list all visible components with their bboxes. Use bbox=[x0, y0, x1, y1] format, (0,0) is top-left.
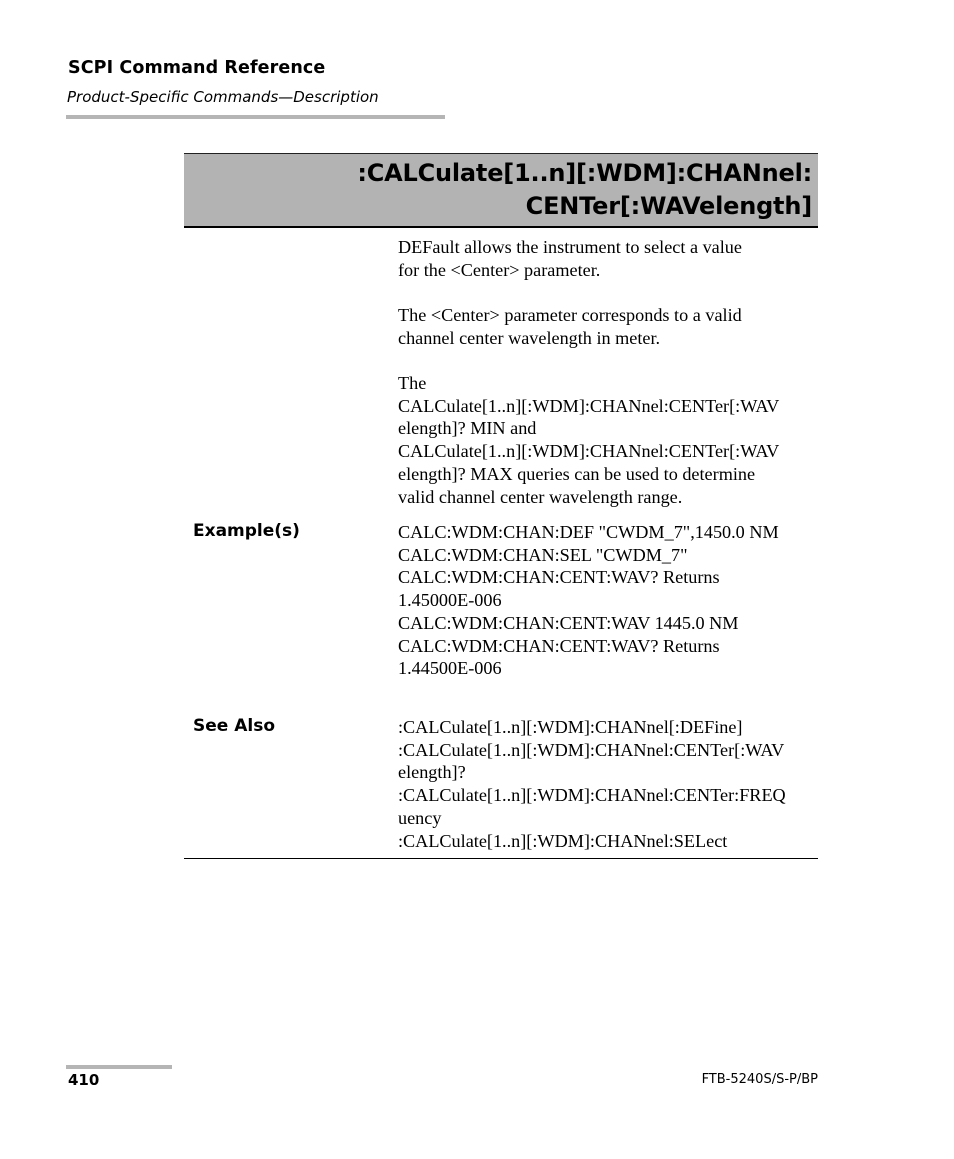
command-title-line-2: CENTer[:WAVelength] bbox=[525, 192, 812, 220]
examples-block bbox=[398, 521, 818, 680]
command-title bbox=[357, 157, 812, 223]
description-line: valid channel center wavelength range. bbox=[398, 486, 683, 507]
command-title-banner bbox=[184, 153, 818, 228]
description-line: CALCulate[1..n][:WDM]:CHANnel:CENTer[:WAV bbox=[398, 395, 780, 416]
product-name: FTB-5240S/S-P/BP bbox=[701, 1072, 818, 1087]
footer-divider bbox=[66, 1065, 172, 1069]
running-header-subtitle: Product-Specific Commands—Description bbox=[67, 88, 379, 106]
see-also-label: See Also bbox=[193, 716, 276, 736]
description-line: CALCulate[1..n][:WDM]:CHANnel:CENTer[:WAV bbox=[398, 441, 780, 462]
see-also-block bbox=[398, 716, 818, 852]
description-line: The bbox=[398, 373, 427, 393]
see-also-line: :CALCulate[1..n][:WDM]:CHANnel:CENTer:FREQ bbox=[398, 785, 786, 806]
example-line: CALC:WDM:CHAN:SEL "CWDM_7" bbox=[398, 544, 688, 565]
table-bottom-rule bbox=[184, 858, 818, 859]
see-also-line: uency bbox=[398, 807, 442, 828]
description-paragraph-3 bbox=[398, 372, 818, 508]
see-also-line: :CALCulate[1..n][:WDM]:CHANnel[:DEFine] bbox=[398, 717, 743, 737]
description-line: The <Center> parameter corresponds to a valid bbox=[398, 305, 742, 325]
example-line: CALC:WDM:CHAN:CENT:WAV 1445.0 NM bbox=[398, 612, 739, 633]
description-line: elength]? MAX queries can be used to determine bbox=[398, 463, 756, 484]
example-line: 1.44500E-006 bbox=[398, 658, 502, 679]
example-line: 1.45000E-006 bbox=[398, 590, 502, 611]
header-divider bbox=[66, 115, 445, 119]
description-line: DEFault allows the instrument to select a value bbox=[398, 237, 742, 257]
description-line: for the <Center> parameter. bbox=[398, 259, 601, 280]
description-line: channel center wavelength in meter. bbox=[398, 327, 661, 348]
description-paragraph-2 bbox=[398, 304, 818, 349]
description-paragraph-1 bbox=[398, 236, 818, 281]
running-header-title: SCPI Command Reference bbox=[68, 58, 326, 78]
see-also-line: elength]? bbox=[398, 762, 466, 783]
page-number: 410 bbox=[68, 1071, 100, 1089]
example-line: CALC:WDM:CHAN:CENT:WAV? Returns bbox=[398, 635, 720, 656]
command-title-line-1: :CALCulate[1..n][:WDM]:CHANnel: bbox=[357, 159, 812, 187]
see-also-line: :CALCulate[1..n][:WDM]:CHANnel:SELect bbox=[398, 830, 728, 851]
example-line: CALC:WDM:CHAN:CENT:WAV? Returns bbox=[398, 567, 720, 588]
see-also-line: :CALCulate[1..n][:WDM]:CHANnel:CENTer[:WAV bbox=[398, 739, 785, 760]
examples-label: Example(s) bbox=[193, 521, 300, 541]
example-line: CALC:WDM:CHAN:DEF "CWDM_7",1450.0 NM bbox=[398, 522, 779, 542]
description-line: elength]? MIN and bbox=[398, 418, 537, 439]
